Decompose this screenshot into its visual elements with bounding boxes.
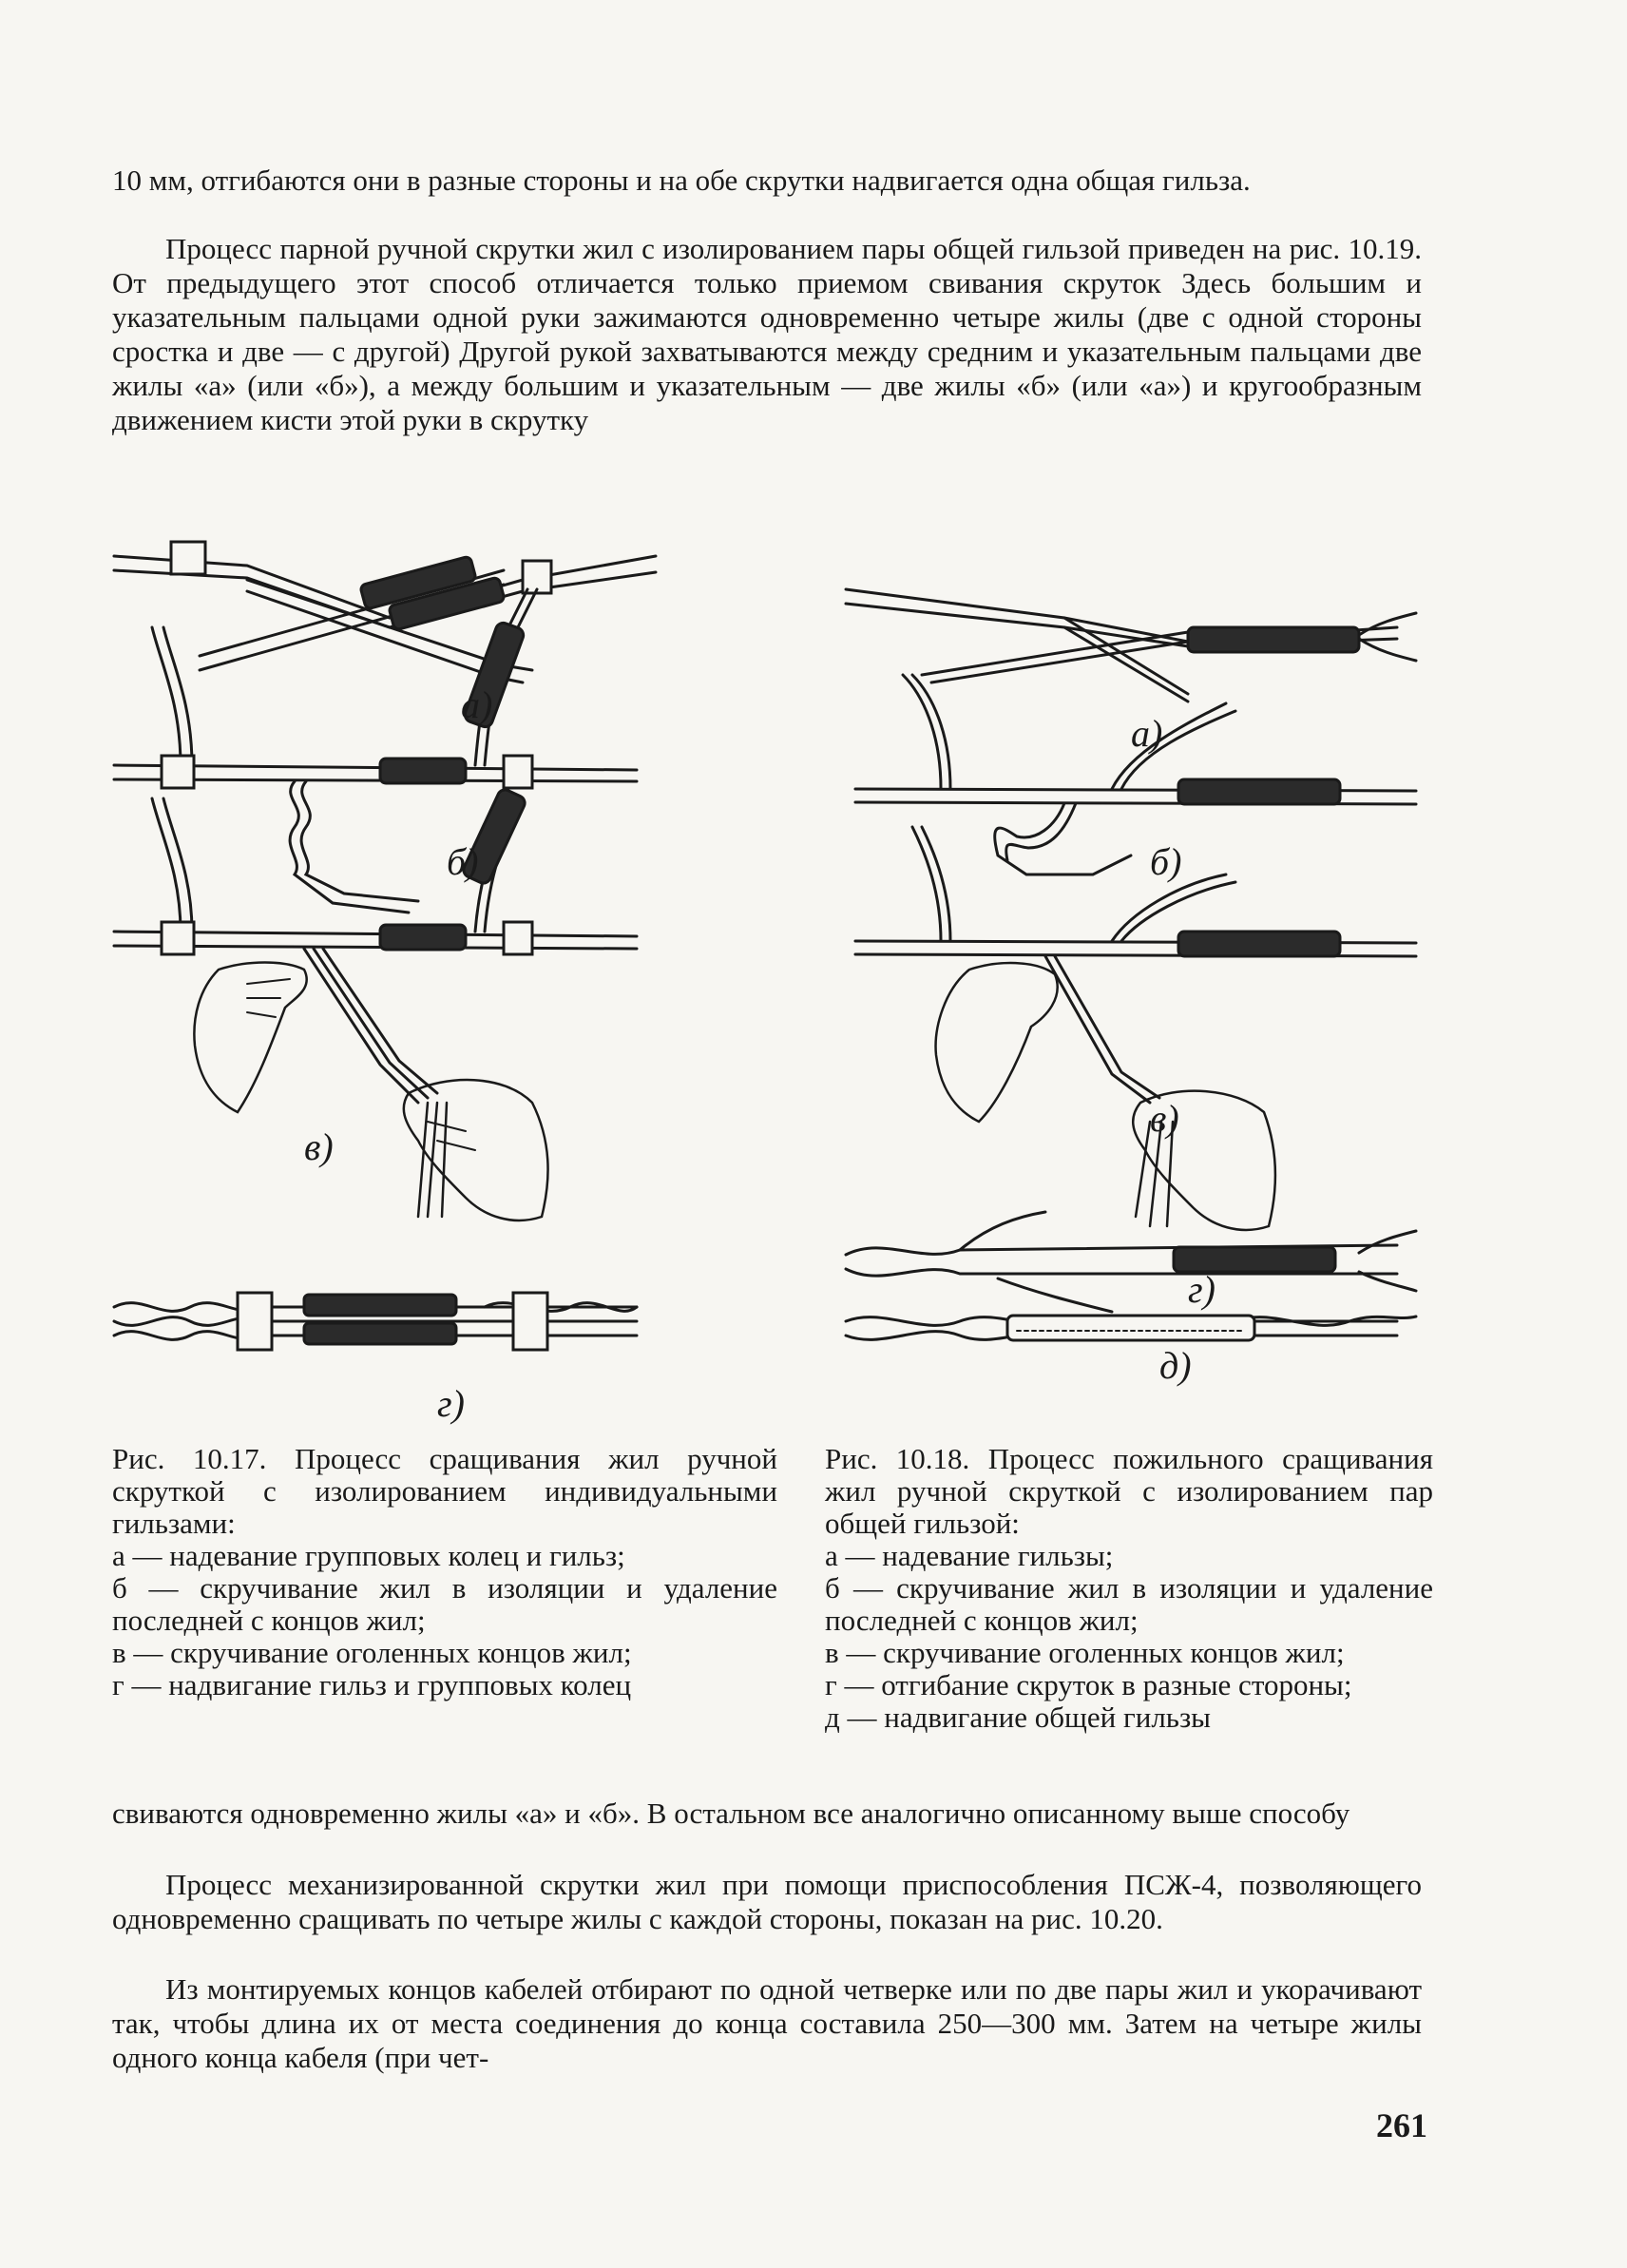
figure-10-17-caption [112,1443,777,1701]
paragraph-same-method: свиваются одновременно жилы «а» и «б». В остальном все аналогично описанному выше способу [112,1797,1350,1830]
fig18-step-e [846,1316,1416,1340]
caption-item: д — надвигание общей гильзы [825,1701,1212,1734]
fig17-step-c [114,787,637,1220]
fig17-step-b [114,589,637,913]
page-number: 261 [1376,2106,1427,2144]
figure-10-17-drawing [105,513,808,1426]
figure-10-17-caption-title: Рис. 10.17. Процесс сращивания жил ручной скруткой с изолированием индивидуальными гильзами: [112,1442,777,1540]
fig18-label-d: г) [1188,1268,1215,1311]
fig18-step-b [855,675,1416,875]
fig17-label-d: г) [437,1382,465,1425]
fig18-step-c [855,827,1416,1230]
fig17-step-d [114,1293,637,1350]
fig18-label-c: в) [1150,1097,1179,1140]
figure-10-18-caption [825,1443,1433,1734]
figure-10-17 [105,513,808,1426]
figure-10-18-drawing [827,570,1435,1388]
figure-10-18-caption-title: Рис. 10.18. Процесс пожильного сращивания жил ручной скруткой с изолированием пар общей гильзой: [825,1442,1433,1540]
fig17-label-a: а) [461,683,493,726]
caption-item: б — скручивание жил в изоляции и удаление последней с концов жил; [112,1571,777,1637]
fig18-step-a [846,589,1416,702]
paragraph-continuation: 10 мм, отгибаются они в разные стороны и на обе скрутки надвигается одна общая гильза. [112,163,1251,197]
fig17-label-c: в) [304,1125,334,1168]
caption-item: а — надевание гильзы; [825,1539,1114,1572]
fig17-label-b: б) [447,840,479,883]
caption-item: г — отгибание скруток в разные стороны; [825,1668,1352,1701]
caption-item: в — скручивание оголенных концов жил; [825,1636,1345,1669]
fig18-label-b: б) [1150,840,1182,883]
caption-item: б — скручивание жил в изоляции и удаление последней с концов жил; [825,1571,1433,1637]
paragraph-mechanized-twist: Процесс механизированной скрутки жил при помощи приспособления ПСЖ-4, позволяющего одновременно сращивать по четыре жилы с каждой стороны, показан на рис. 10.20. [112,1868,1422,1935]
paragraph-paired-twist: Процесс парной ручной скрутки жил с изолированием пары общей гильзой приведен на рис. 10.19. От предыдущего этот способ отличается только приемом свивания скруток Здесь большим и указательным пальцами одной руки зажимаются одновременно четыре жилы (две с одной стороны сростка и две — с другой) Другой рукой захватываются между средним и указательным пальцами две жилы «а» (или «б»), а между большим и указательным — две жилы «б» (или «а») и кругообразным движением кисти этой руки в скрутку [112,232,1422,436]
paragraph-cable-ends: Из монтируемых концов кабелей отбирают по одной четверке или по две пары жил и укорачивают так, чтобы длина их от места соединения до конца составила 250—300 мм. Затем на четыре жилы одного конца кабеля (при чет- [112,1972,1422,2074]
fig18-step-d [846,1212,1416,1312]
fig18-label-e: д) [1159,1344,1192,1387]
caption-item: а — надевание групповых колец и гильз; [112,1539,625,1572]
fig17-step-a [114,542,656,682]
figure-10-18 [827,570,1435,1388]
caption-item: в — скручивание оголенных концов жил; [112,1636,632,1669]
fig18-label-a: а) [1131,712,1163,755]
caption-item: г — надвигание гильз и групповых колец [112,1668,632,1701]
